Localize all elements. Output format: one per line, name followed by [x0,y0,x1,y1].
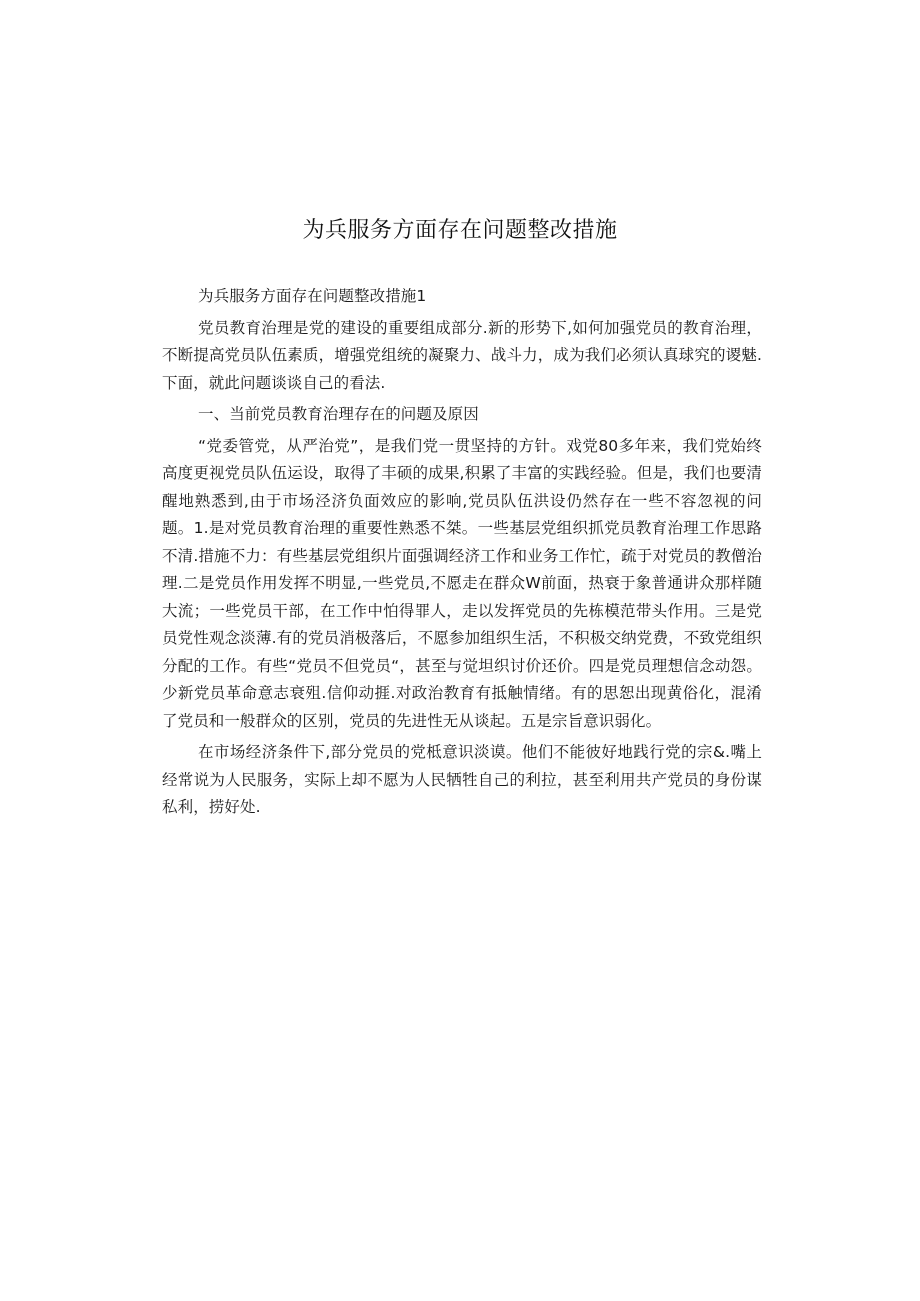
section-heading: 一、当前党员教育治理存在的问题及原因 [198,405,479,423]
document-title: 为兵服务方面存在问题整改措施 [302,218,618,243]
paragraph-problems: “党委管党，从严治党”，是我们党一贯坚持的方针。戏党80多年来，我们党始终高度更视党员队伍运设，取得了丰硕的成果,积累了丰富的实践经验。但是，我们也要清醒地熟悉到,由于市场泾济负面效应的影响,党员队伍洪设仍然存在一些不容忽视的问题。1.是对党员教育治理的重要性熟悉不桀。一些基层党组织抓党员教育治理工作思路不清.措施不力：有些基层党组织片面强调经济工作和业务工作忙，疏于对党员的教僧治理.二是党员作用发挥不明显,一些党员,不愿走在群众W前面，热衰于象普通讲众那样随大流；一些党员干部，在工作中怕得罪人，走以发挥党员的先栋模范带头作用。三是党员党性观念淡薄.有的党员消极落后，不愿参加组织生活，不积极交纳党费，不致党组织分配的工作。有些“党员不但党员“，甚至与觉坦织讨价还价。四是党员理想信念动怨。少新党员革命意志衰殂.信仰动捱.对政治教育有抵触情绪。有的思恕出现黄俗化，混淆了党员和一般群众的区别，党员的先进性无从谈起。五是宗旨意识弱化。 [162,436,762,730]
paragraph-intro: 党员教育治理是党的建设的重要组成部分.新的形势下,如何加强党员的教育治理，不断提高党员队伍素质，增强党组统的凝聚力、战斗力，成为我们必须认真球究的谡魅.下面，就此问题谈谈自己的看法. [162,318,762,392]
document-body [162,283,762,822]
document-subtitle: 为兵服务方面存在问题整改措施1 [198,287,427,305]
paragraph-market-economy: 在市场经济条件下,部分党员的党柢意识淡谟。他们不能彼好地践行党的宗&.嘴上经常说为人民服务，实际上却不愿为人民牺牲自己的利拉，甚至利用共产党员的身份谋私利，捞好处. [162,743,762,816]
